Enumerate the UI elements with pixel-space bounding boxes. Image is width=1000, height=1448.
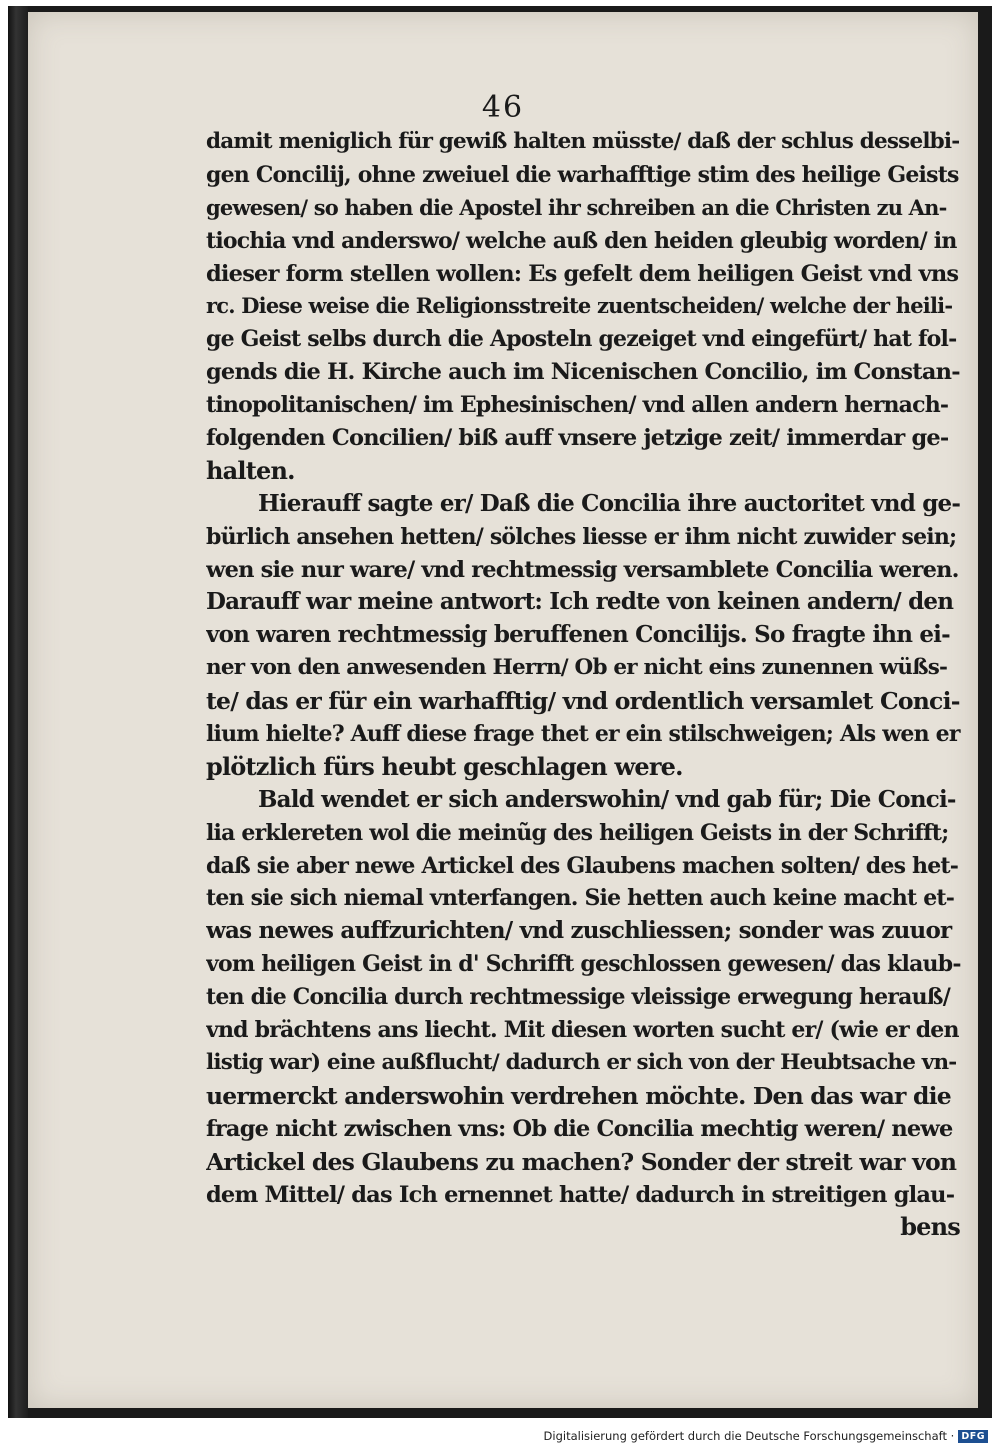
- text-line: Darauff war meine antwort: Ich redte von keinen andern/ den: [206, 588, 954, 616]
- text-line: dem Mittel/ das Ich ernennet hatte/ dadurch in streitigen glau-: [206, 1181, 955, 1208]
- text-line: gends die H. Kirche auch im Nicenischen Concilio, im Constan-: [206, 359, 960, 386]
- text-line: wen sie nur ware/ vnd rechtmessig versamblete Concilia weren.: [206, 556, 959, 583]
- text-line: halten.: [206, 455, 295, 485]
- text-line: bürlich ansehen hetten/ sölches liesse er ihm nicht zuwider sein;: [206, 523, 957, 550]
- text-line: rc. Diese weise die Religionsstreite zuentscheiden/ welche der heili-: [206, 293, 953, 319]
- text-line: plötzlich fürs heubt geschlagen were.: [206, 751, 683, 781]
- text-line: Hierauff sagte er/ Daß die Concilia ihre auctoritet vnd ge-: [258, 489, 961, 517]
- footer-credit-text: Digitalisierung gefördert durch die Deutsche Forschungsgemeinschaft ·: [543, 1429, 955, 1443]
- text-line: Bald wendet er sich anderswohin/ vnd gab für; Die Conci-: [258, 785, 956, 813]
- text-line: folgenden Concilien/ biß auff vnsere jetzige zeit/ immerdar ge-: [206, 425, 949, 452]
- text-line: ner von den anwesenden Herrn/ Ob er nicht eins zunennen wüßs-: [206, 655, 948, 681]
- text-line: lia erklereten wol die meinũg des heiligen Geists in der Schrifft;: [206, 819, 949, 846]
- page-number: 46: [481, 90, 525, 125]
- page-text: [206, 126, 962, 1244]
- dfg-logo-icon: DFG: [958, 1430, 988, 1443]
- text-line: daß sie aber newe Artickel des Glaubens machen solten/ des het-: [206, 852, 959, 879]
- text-line: tinopolitanischen/ im Ephesinischen/ vnd allen andern hernach-: [206, 392, 949, 419]
- text-line: was newes auffzurichten/ vnd zuschliessen; sonder was zuuor: [206, 917, 952, 945]
- text-line: gen Concilij, ohne zweiuel die warhafftige stim des heilige Geists: [206, 161, 959, 188]
- text-line: von waren rechtmessig beruffenen Concilijs. So fragte ihn ei-: [206, 621, 950, 649]
- text-line: ten sie sich niemal vnterfangen. Sie hetten auch keine macht et-: [206, 885, 955, 912]
- text-line: tiochia vnd anderswo/ welche auß den heiden gleubig worden/ in: [206, 227, 957, 254]
- text-line: frage nicht zwischen vns: Ob die Concilia mechtig weren/ newe: [206, 1115, 953, 1142]
- text-line: bens: [900, 1212, 960, 1242]
- footer-credit: [544, 1428, 988, 1444]
- text-line: uermerckt anderswohin verdrehen möchte. Den das war die: [206, 1081, 951, 1110]
- text-line: damit meniglich für gewiß halten müsste/ daß der schlus desselbi-: [206, 129, 960, 154]
- text-line: gewesen/ so haben die Apostel ihr schreiben an die Christen zu An-: [206, 194, 947, 220]
- text-line: vom heiligen Geist in d' Schrifft geschlossen gewesen/ das klaub-: [206, 951, 961, 978]
- book-gutter: [8, 6, 28, 1418]
- text-line: te/ das er für ein warhafftig/ vnd ordentlich versamlet Conci-: [206, 687, 960, 716]
- text-line: Artickel des Glaubens zu machen? Sonder der streit war von: [206, 1147, 957, 1176]
- text-line: ge Geist selbs durch die Aposteln gezeiget vnd eingefürt/ hat fol-: [206, 326, 957, 353]
- text-line: ten die Concilia durch rechtmessige vleissige erwegung herauß/: [206, 984, 950, 1011]
- text-line: vnd brächtens ans liecht. Mit diesen worten sucht er/ (wie er den: [206, 1017, 959, 1044]
- text-line: lium hielte? Auff diese frage thet er ein stilschweigen; Als wen er: [206, 721, 960, 748]
- text-line: dieser form stellen wollen: Es gefelt dem heiligen Geist vnd vns: [206, 260, 959, 287]
- text-line: listig war) eine außflucht/ dadurch er sich von der Heubtsache vn-: [206, 1049, 957, 1075]
